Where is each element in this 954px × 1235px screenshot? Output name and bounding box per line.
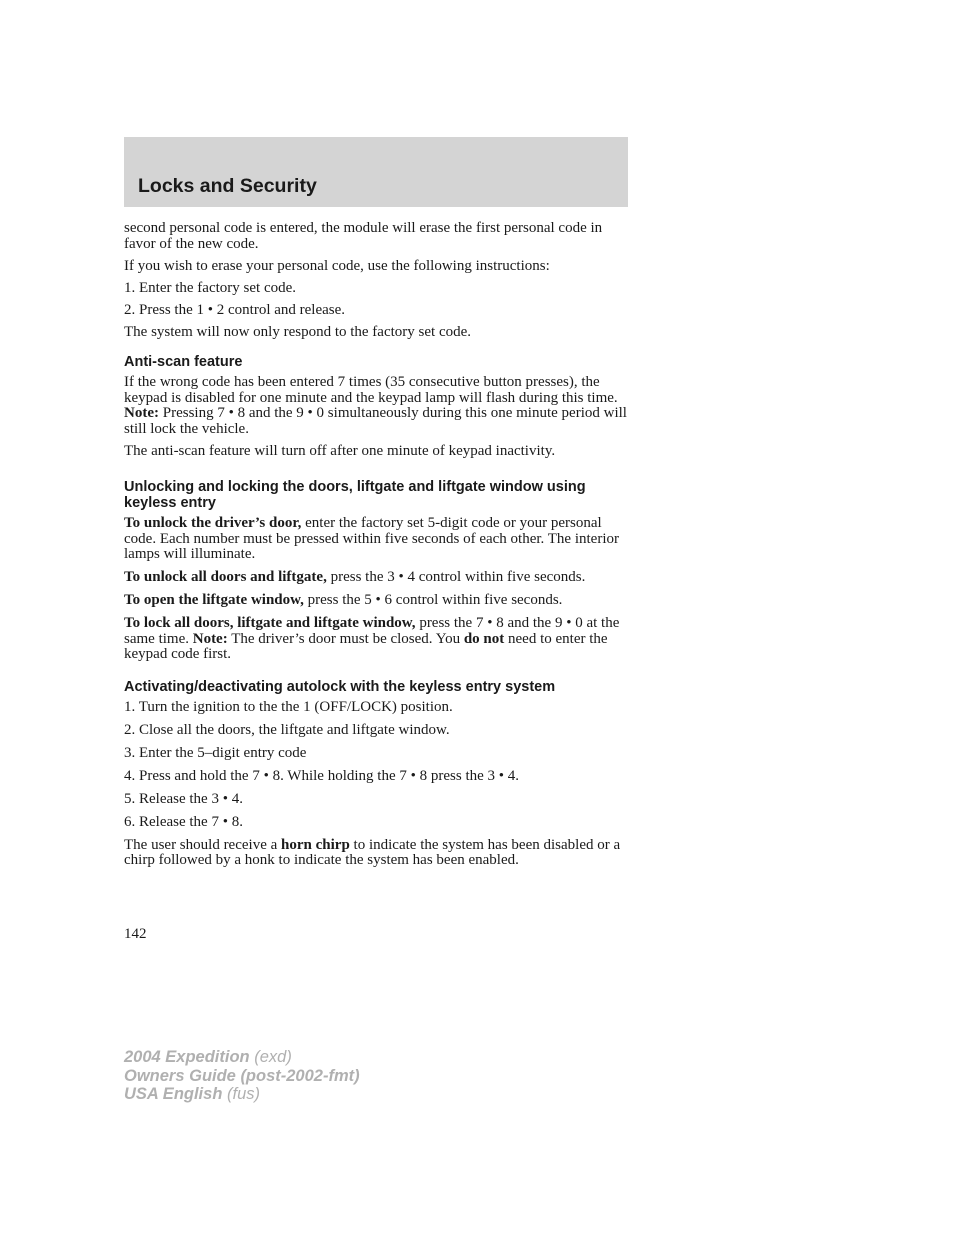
horn-chirp-label: horn chirp [281, 836, 350, 853]
autolock-step: 2. Close all the doors, the liftgate and liftgate window. [124, 721, 450, 738]
autolock-final-text-a: The user should receive a [124, 836, 282, 853]
lock-all-donot: do not [463, 630, 505, 647]
unlock-driver-paragraph [124, 516, 630, 563]
footer-model: 2004 Expedition [124, 1048, 250, 1066]
antiscan-heading: Anti-scan feature [124, 354, 243, 370]
autolock-steps [124, 700, 630, 869]
antiscan-paragraph-1 [124, 375, 630, 437]
footer-guide: Owners Guide (post-2002-fmt) [124, 1066, 360, 1085]
autolock-step: 4. Press and hold the 7 • 8. While holding the 7 • 8 press the 3 • 4. [124, 767, 520, 784]
autolock-step: 5. Release the 3 • 4. [124, 790, 243, 807]
autolock-step: 6. Release the 7 • 8. [124, 813, 243, 830]
intro-paragraph-3: The system will now only respond to the factory set code. [124, 323, 472, 340]
open-liftgate-paragraph [124, 593, 630, 609]
antiscan-note-label: Note: [124, 405, 159, 421]
unlock-all-text: press the 3 • 4 control within five seconds. [326, 569, 586, 585]
lock-all-label: To lock all doors, liftgate and liftgate window, [124, 615, 416, 631]
intro-paragraph-2: If you wish to erase your personal code, use the following instructions: [124, 257, 550, 274]
autolock-final-paragraph [124, 838, 630, 869]
unlock-all-paragraph [124, 570, 630, 586]
document-footer [124, 1048, 360, 1104]
autolock-step: 3. Enter the 5–digit entry code [124, 744, 307, 761]
open-liftgate-text: press the 5 • 6 control within five seconds. [303, 592, 563, 608]
footer-line-3 [124, 1085, 360, 1104]
footer-model-code: (exd) [249, 1048, 292, 1066]
antiscan-text-b: Pressing 7 • 8 and the 9 • 0 simultaneously during this one minute period will still lock the vehicle. [124, 405, 627, 437]
lock-all-note-label: Note: [192, 630, 228, 647]
autolock-step: 1. Turn the ignition to the the 1 (OFF/LOCK) position. [124, 698, 453, 715]
unlocking-heading: Unlocking and locking the doors, liftgate and liftgate window using keyless entry [124, 479, 586, 511]
antiscan-paragraph-2: The anti-scan feature will turn off after one minute of keypad inactivity. [124, 442, 556, 459]
unlock-driver-label: To unlock the driver’s door, [124, 515, 302, 531]
footer-line-2 [124, 1067, 360, 1086]
page-number: 142 [124, 926, 147, 942]
antiscan-text-a: If the wrong code has been entered 7 times (35 consecutive button presses), the keypad is disabled for one minute and the keypad lamp will flash during this time. [124, 374, 618, 406]
unlock-driver-text: enter the factory set 5-digit code or your personal code. Each number must be pressed within five seconds of each other. The interior lamps will illuminate. [124, 515, 619, 562]
intro-paragraph-1: second personal code is entered, the module will erase the first personal code in favor of the new code. [124, 220, 603, 252]
section-title: Locks and Security [138, 175, 317, 197]
intro-step-1: 1. Enter the factory set code. [124, 279, 297, 296]
lock-all-text-c: need to enter the keypad code first. [124, 630, 608, 662]
footer-line-1 [124, 1048, 360, 1067]
lock-all-text-a: press the 7 • 8 and the 9 • 0 at the same time. [124, 615, 620, 647]
lock-all-paragraph [124, 616, 630, 663]
section-header-band [124, 137, 628, 207]
unlock-all-label: To unlock all doors and liftgate, [124, 569, 327, 585]
unlocking-section [124, 516, 630, 663]
lock-all-text-b: The driver’s door must be closed. You [227, 630, 464, 647]
open-liftgate-label: To open the liftgate window, [124, 592, 304, 608]
intro-step-2: 2. Press the 1 • 2 control and release. [124, 301, 346, 318]
footer-language-code: (fus) [222, 1085, 260, 1103]
footer-language: USA English [124, 1085, 223, 1103]
autolock-final-text-b: to indicate the system has been disabled or a chirp followed by a honk to indicate the system has been enabled. [124, 836, 621, 868]
autolock-heading: Activating/deactivating autolock with the keyless entry system [124, 678, 556, 695]
page-content [124, 221, 630, 876]
